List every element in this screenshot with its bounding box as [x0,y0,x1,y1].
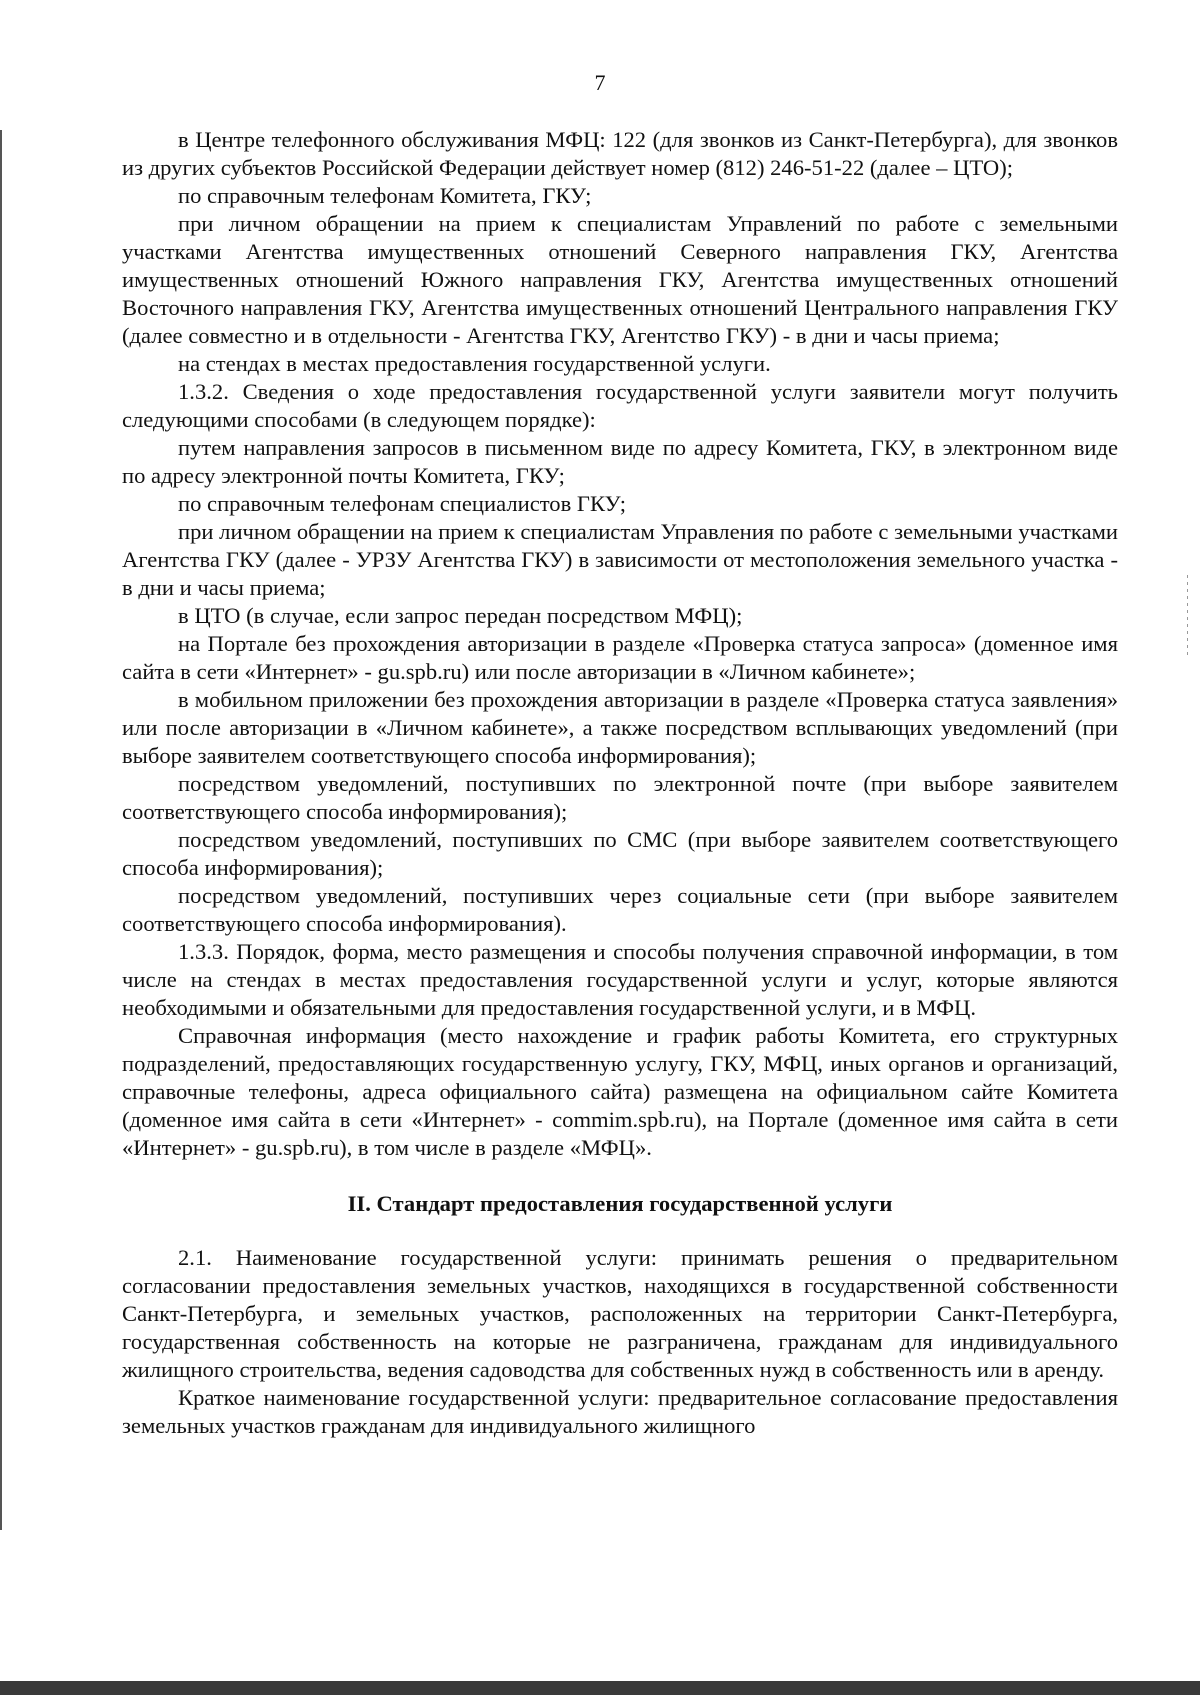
paragraph: Краткое наименование государственной услуги: предварительное согласование предоставления земельных участков гражданам для индивидуального жилищного [122,1385,1118,1438]
scan-edge-bottom [0,1681,1200,1695]
spacer [122,1162,1118,1190]
paragraph: 1.3.2. Сведения о ходе предоставления государственной услуги заявители могут получить следующими способами (в следующем порядке): [122,379,1118,432]
paragraph: в ЦТО (в случае, если запрос передан посредством МФЦ); [178,603,743,628]
page-number: 7 [594,70,606,95]
paragraph: посредством уведомлений, поступивших по СМС (при выборе заявителем соответствующего способа информирования); [122,827,1118,880]
paragraph: путем направления запросов в письменном виде по адресу Комитета, ГКУ, в электронном виде по адресу электронной почты Комитета, ГКУ; [122,435,1118,488]
paragraph: 2.1. Наименование государственной услуги: принимать решения о предварительном согласовании предоставления земельных участков, находящихся в государственной собственности Санкт-Петербурга, и земельных участков, расположенных на территории Санкт-Петербурга, государственная собственность на которые не разграничена, гражданам для индивидуального жилищного строительства, ведения садоводства для собственных нужд в собственность или в аренду. [122,1245,1118,1382]
paragraph: по справочным телефонам Комитета, ГКУ; [178,183,592,208]
spacer [122,1218,1118,1244]
paragraph: по справочным телефонам специалистов ГКУ; [178,491,627,516]
paragraph: посредством уведомлений, поступивших через социальные сети (при выборе заявителем соответствующего способа информирования). [122,883,1118,936]
scan-edge-right [1187,575,1188,655]
paragraph: в Центре телефонного обслуживания МФЦ: 122 (для звонков из Санкт-Петербурга), для звонков из других субъектов Российской Федерации действует номер (812) 246-51-22 (далее – ЦТО); [122,127,1118,180]
paragraph: при личном обращении на прием к специалистам Управлений по работе с земельными участками Агентства имущественных отношений Северного направления ГКУ, Агентства имущественных отношений Южного направления ГКУ, Агентства имущественных отношений Восточного направления ГКУ, Агентства имущественных отношений Центрального направления ГКУ (далее совместно и в отдельности - Агентства ГКУ, Агентство ГКУ) - в дни и часы приема; [122,211,1118,348]
paragraph: Справочная информация (место нахождение и график работы Комитета, его структурных подразделений, предоставляющих государственную услугу, ГКУ, МФЦ, иных органов и организаций, справочные телефоны, адреса официального сайта) размещена на официальном сайте Комитета (доменное имя сайта в сети «Интернет» - commim.spb.ru), на Портале (доменное имя сайта в сети «Интернет» - gu.spb.ru), в том числе в разделе «МФЦ». [122,1023,1118,1160]
paragraph: на стендах в местах предоставления государственной услуги. [178,351,771,376]
paragraph: на Портале без прохождения авторизации в разделе «Проверка статуса запроса» (доменное имя сайта в сети «Интернет» - gu.spb.ru) или после авторизации в «Личном кабинете»; [122,631,1118,684]
section-heading: II. Стандарт предоставления государственной услуги [347,1191,893,1216]
scan-edge-left [0,130,2,1530]
paragraph: 1.3.3. Порядок, форма, место размещения и способы получения справочной информации, в том числе на стендах в местах предоставления государственной услуги и услуг, которые являются необходимыми и обязательными для предоставления государственной услуги, и в МФЦ. [122,939,1118,1020]
paragraph: в мобильном приложении без прохождения авторизации в разделе «Проверка статуса заявления» или после авторизации в «Личном кабинете», а также посредством всплывающих уведомлений (при выборе заявителем соответствующего способа информирования); [122,687,1118,768]
paragraph: при личном обращении на прием к специалистам Управления по работе с земельными участками Агентства ГКУ (далее - УРЗУ Агентства ГКУ) в зависимости от местоположения земельного участка - в дни и часы приема; [122,519,1118,600]
paragraph: посредством уведомлений, поступивших по электронной почте (при выборе заявителем соответствующего способа информирования); [122,771,1118,824]
document-body [122,126,1118,1440]
